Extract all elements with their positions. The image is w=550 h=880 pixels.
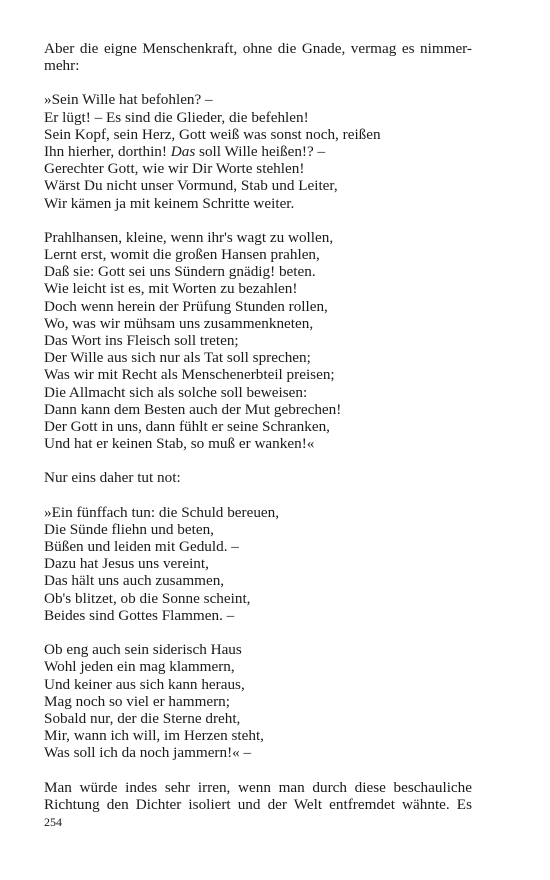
- poem-2-stanza-2: [44, 641, 472, 761]
- verse-line: Büßen und leiden mit Geduld. –: [44, 538, 239, 556]
- verse-line: Was soll ich da noch jammern!« –: [44, 744, 252, 762]
- verse-text: soll Wille heißen!? –: [195, 143, 326, 161]
- verse-line: Prahlhansen, kleine, wenn ihr's wagt zu wollen,: [44, 228, 334, 246]
- verse-line: Lernt erst, womit die großen Hansen prahlen,: [44, 246, 320, 264]
- verse-line: Sobald nur, der die Sterne dreht,: [44, 709, 241, 727]
- verse-line: Der Gott in uns, dann fühlt er seine Schranken,: [44, 418, 330, 436]
- verse-line: Mir, wann ich will, im Herzen steht,: [44, 727, 264, 745]
- verse-line: Doch wenn herein der Prüfung Stunden rollen,: [44, 297, 328, 315]
- verse-line: Beides sind Gottes Flammen. –: [44, 606, 235, 624]
- poem-1-stanza-2: [44, 229, 472, 453]
- poem-1-stanza-1: [44, 91, 472, 211]
- verse-line: Dazu hat Jesus uns vereint,: [44, 555, 209, 573]
- verse-line: Der Wille aus sich nur als Tat soll sprechen;: [44, 349, 311, 367]
- intro-paragraph: [44, 40, 472, 74]
- verse-line: Und hat er keinen Stab, so muß er wanken!«: [44, 435, 315, 453]
- poem-2-stanza-1: [44, 504, 472, 624]
- emphasized-word: Das: [170, 143, 196, 161]
- verse-line: Gerechter Gott, wie wir Dir Worte stehlen!: [44, 160, 305, 178]
- verse-line: Ob eng auch sein siderisch Haus: [44, 641, 242, 659]
- verse-line: Was wir mit Recht als Menschenerbteil preisen;: [44, 366, 335, 384]
- text-line: Richtung den Dichter isoliert und der Welt entfremdet wähnte. Es: [44, 795, 472, 813]
- verse-line: Er lügt! – Es sind die Glieder, die befehlen!: [44, 108, 309, 126]
- verse-line: Wir kämen ja mit keinem Schritte weiter.: [44, 194, 295, 212]
- verse-line: Wärst Du nicht unser Vormund, Stab und Leiter,: [44, 177, 338, 195]
- verse-line: Mag noch so viel er hammern;: [44, 692, 230, 710]
- verse-line: Das hält uns auch zusammen,: [44, 572, 225, 590]
- text-line: Man würde indes sehr irren, wenn man durch diese beschauliche: [44, 778, 472, 796]
- verse-line: Daß sie: Gott sei uns Sündern gnädig! beten.: [44, 263, 316, 281]
- verse-line: Wie leicht ist es, mit Worten zu bezahlen!: [44, 280, 298, 298]
- page-number: 254: [44, 815, 62, 829]
- verse-line: Sein Kopf, sein Herz, Gott weiß was sonst noch, reißen: [44, 125, 381, 143]
- verse-line: »Sein Wille hat befohlen? –: [44, 91, 213, 109]
- closing-paragraph: [44, 779, 472, 813]
- verse-line: »Ein fünffach tun: die Schuld bereuen,: [44, 503, 280, 521]
- verse-text: Ihn hierher, dorthin!: [44, 143, 171, 161]
- text-line: mehr:: [44, 57, 80, 75]
- verse-line: Die Sünde fliehn und beten,: [44, 520, 214, 538]
- verse-line: Und keiner aus sich kann heraus,: [44, 675, 245, 693]
- verse-line: Wo, was wir mühsam uns zusammenkneten,: [44, 314, 314, 332]
- verse-line: Ob's blitzet, ob die Sonne scheint,: [44, 589, 251, 607]
- verse-line: [44, 143, 472, 160]
- page-body: [44, 40, 472, 813]
- verse-line: Die Allmacht sich als solche soll beweisen:: [44, 383, 308, 401]
- middle-paragraph: [44, 469, 472, 486]
- text-line: Nur eins daher tut not:: [44, 469, 181, 487]
- verse-line: Dann kann dem Besten auch der Mut gebrechen!: [44, 400, 342, 418]
- verse-line: Wohl jeden ein mag klammern,: [44, 658, 235, 676]
- text-line: Aber die eigne Menschenkraft, ohne die Gnade, vermag es nimmer-: [44, 40, 472, 57]
- verse-line: Das Wort ins Fleisch soll treten;: [44, 332, 239, 350]
